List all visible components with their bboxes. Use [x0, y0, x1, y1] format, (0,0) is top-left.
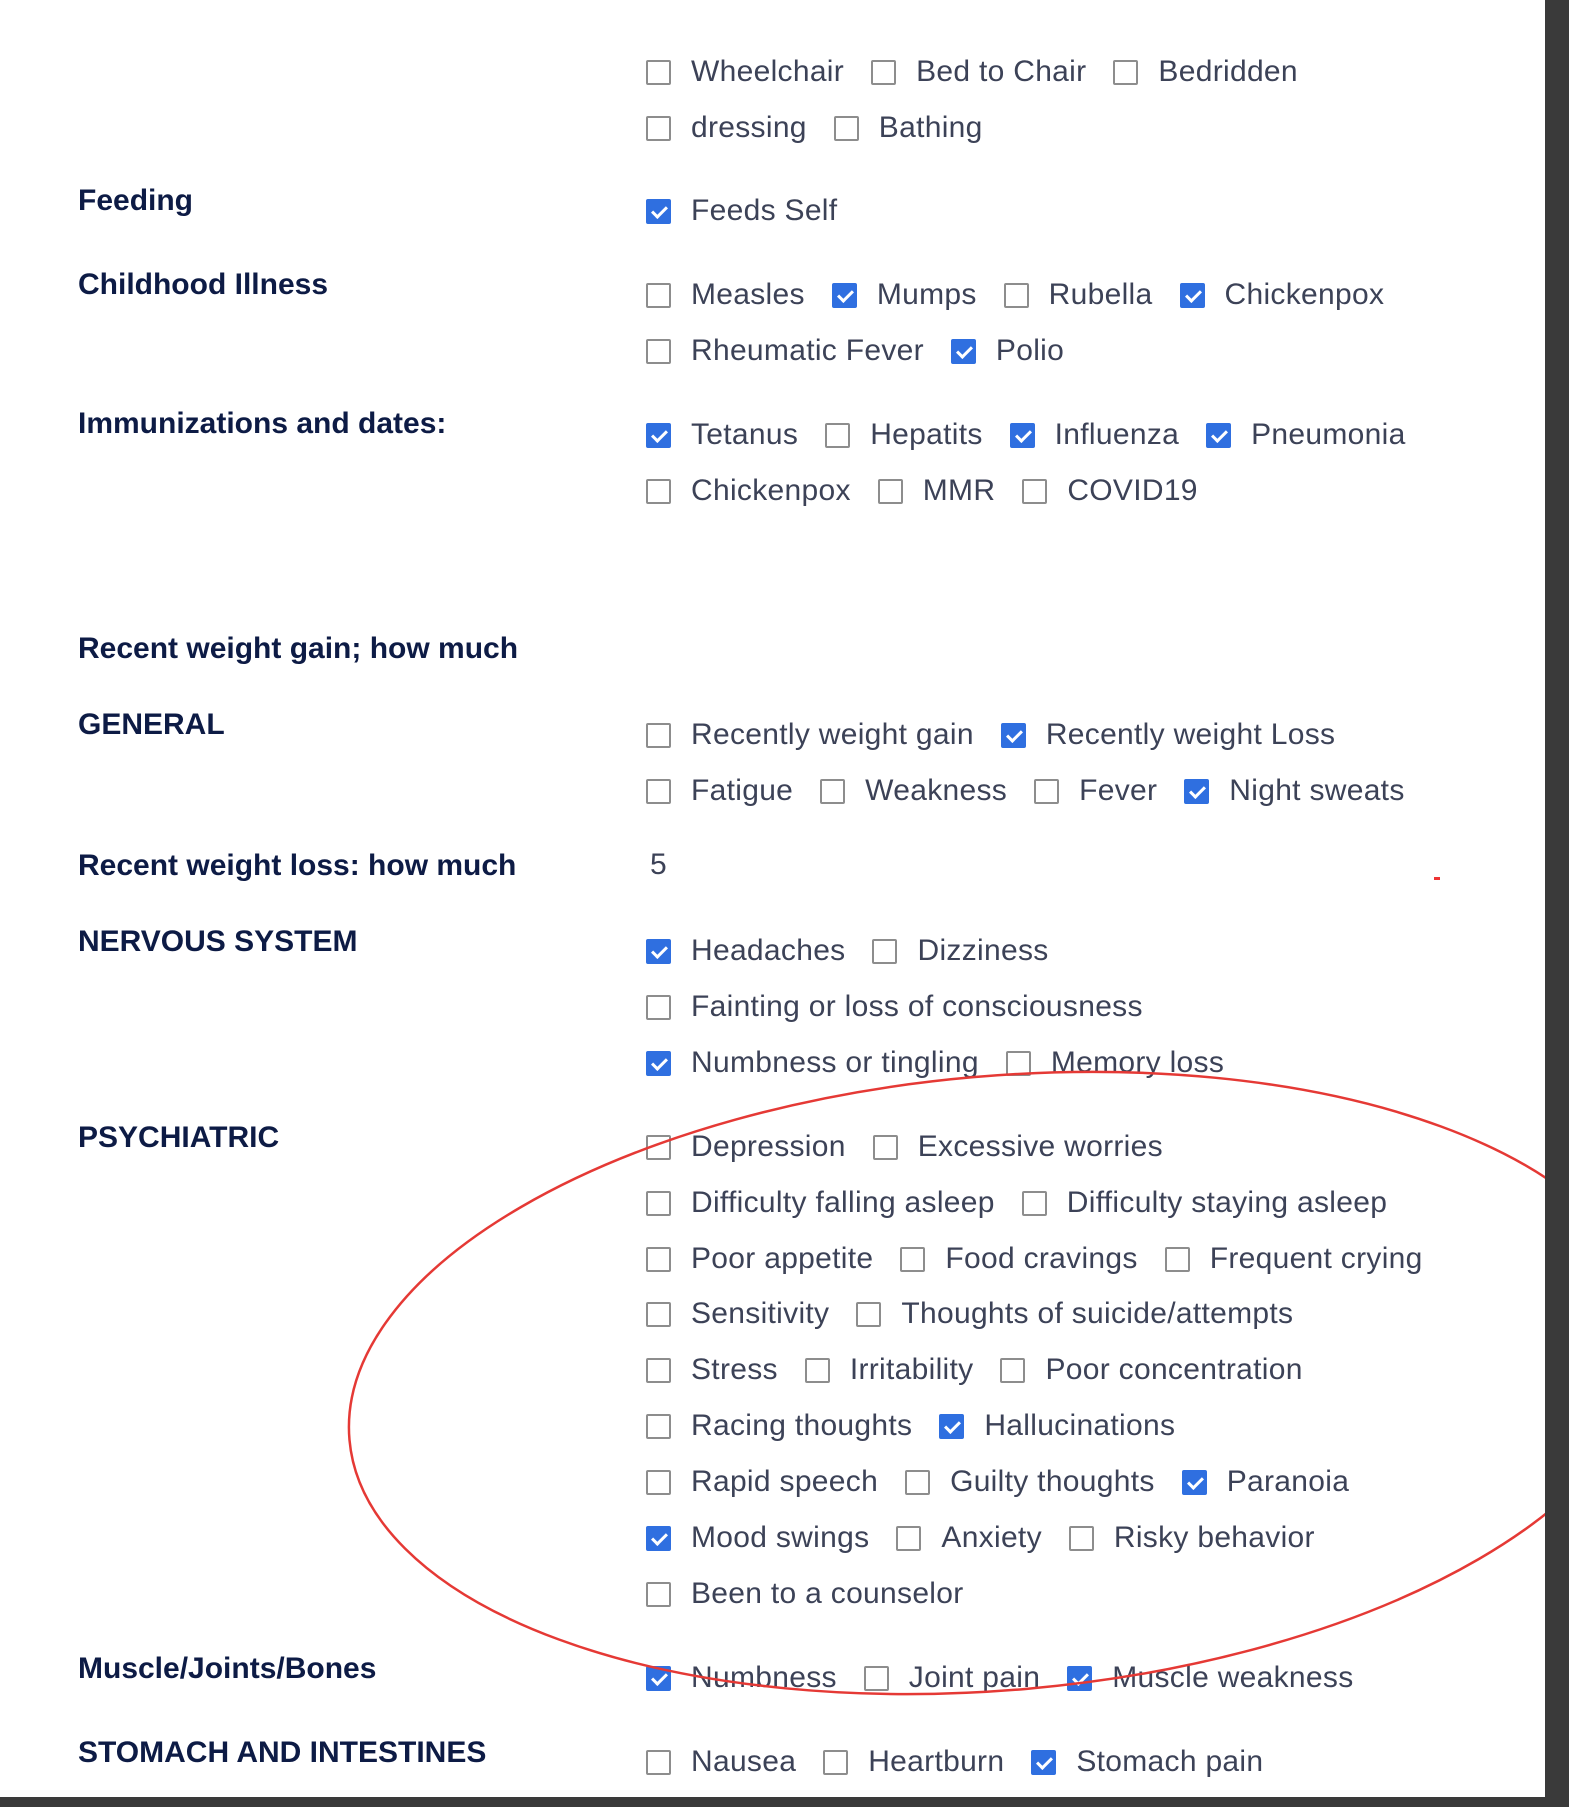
- checkbox-label: Stomach pain: [1076, 1745, 1264, 1778]
- checkbox-label: Stress: [691, 1353, 778, 1386]
- checkbox-muscle-weakness[interactable]: [1067, 1666, 1092, 1691]
- checkbox-rapid-speech[interactable]: [646, 1470, 671, 1495]
- checkbox-label: Anxiety: [941, 1521, 1042, 1554]
- option-muscle-weakness[interactable]: [1067, 1661, 1353, 1695]
- section-label-immunizations: Immunizations and dates:: [78, 407, 447, 440]
- checkbox-food-cravings[interactable]: [900, 1247, 925, 1272]
- option-depression[interactable]: [646, 1130, 846, 1164]
- option-numbness-or-tingling[interactable]: [646, 1046, 979, 1080]
- checkbox-label: Sensitivity: [691, 1297, 830, 1330]
- section-label-muscle-joints-bones: Muscle/Joints/Bones: [78, 1652, 377, 1685]
- checkbox-row: [646, 1294, 1320, 1334]
- checkbox-nausea[interactable]: [646, 1750, 671, 1775]
- checkbox-row: [646, 1574, 991, 1614]
- option-weakness[interactable]: [820, 774, 1007, 808]
- option-chickenpox[interactable]: [1180, 278, 1385, 312]
- checkbox-label: Numbness or tingling: [691, 1046, 979, 1079]
- option-mood-swings[interactable]: [646, 1521, 869, 1555]
- checkbox-label: Excessive worries: [917, 1130, 1163, 1163]
- checkbox-label: Thoughts of suicide/attempts: [901, 1297, 1294, 1330]
- option-polio[interactable]: [951, 334, 1064, 368]
- option-wheelchair[interactable]: [646, 55, 844, 89]
- checkbox-label: Poor appetite: [691, 1242, 874, 1275]
- checkbox-label: Irritability: [849, 1353, 974, 1386]
- checkbox-feeds-self[interactable]: [646, 199, 671, 224]
- checkbox-row: [646, 52, 1325, 92]
- section-label-nervous-system: NERVOUS SYSTEM: [78, 925, 358, 958]
- option-dressing[interactable]: [646, 111, 807, 145]
- checkbox-label: Racing thoughts: [691, 1409, 913, 1442]
- checkbox-poor-appetite[interactable]: [646, 1247, 671, 1272]
- checkbox-row: [646, 771, 1432, 811]
- checkbox-anxiety[interactable]: [896, 1526, 921, 1551]
- checkbox-label: Rapid speech: [691, 1465, 879, 1498]
- checkbox-polio[interactable]: [951, 339, 976, 364]
- checkbox-label: Mood swings: [691, 1521, 870, 1554]
- option-heartburn[interactable]: [823, 1745, 1004, 1779]
- option-been-to-a-counselor[interactable]: [646, 1577, 964, 1611]
- checkbox-label: Joint pain: [908, 1661, 1041, 1694]
- checkbox-fatigue[interactable]: [646, 779, 671, 804]
- checkbox-label: Food cravings: [945, 1242, 1138, 1275]
- option-food-cravings[interactable]: [900, 1242, 1137, 1276]
- option-rapid-speech[interactable]: [646, 1465, 878, 1499]
- checkbox-numbness[interactable]: [646, 1666, 671, 1691]
- checkbox-label: Nausea: [691, 1745, 797, 1778]
- checkbox-measles[interactable]: [646, 283, 671, 308]
- checkbox-hallucinations[interactable]: [939, 1414, 964, 1439]
- checkbox-label: Feeds Self: [691, 194, 838, 227]
- option-rubella[interactable]: [1004, 278, 1153, 312]
- checkbox-label: Polio: [995, 334, 1065, 367]
- checkbox-row: [646, 415, 1433, 455]
- checkbox-frequent-crying[interactable]: [1165, 1247, 1190, 1272]
- option-chickenpox[interactable]: [646, 474, 851, 508]
- option-bed-to-chair[interactable]: [871, 55, 1086, 89]
- option-tetanus[interactable]: [646, 418, 798, 452]
- checkbox-numbness-or-tingling[interactable]: [646, 1051, 671, 1076]
- option-bedridden[interactable]: [1113, 55, 1297, 89]
- checkbox-label: Rheumatic Fever: [691, 334, 924, 367]
- checkbox-bed-to-chair[interactable]: [871, 60, 896, 85]
- option-nausea[interactable]: [646, 1745, 796, 1779]
- option-sensitivity[interactable]: [646, 1297, 829, 1331]
- checkbox-influenza[interactable]: [1010, 423, 1035, 448]
- checkbox-label: Paranoia: [1226, 1465, 1350, 1498]
- option-guilty-thoughts[interactable]: [905, 1465, 1155, 1499]
- checkbox-bedridden[interactable]: [1113, 60, 1138, 85]
- checkbox-label: Heartburn: [868, 1745, 1005, 1778]
- section-label-recent-weight-loss: Recent weight loss: how much: [78, 849, 517, 882]
- checkbox-excessive-worries[interactable]: [873, 1135, 898, 1160]
- checkbox-label: Difficulty staying asleep: [1066, 1186, 1388, 1219]
- checkbox-memory-loss[interactable]: [1006, 1051, 1031, 1076]
- checkbox-label: Rubella: [1048, 278, 1153, 311]
- checkbox-label: Night sweats: [1229, 774, 1405, 807]
- checkbox-label: dressing: [691, 111, 807, 144]
- checkbox-label: COVID19: [1067, 474, 1198, 507]
- checkbox-stress[interactable]: [646, 1358, 671, 1383]
- checkbox-recently-weight-gain[interactable]: [646, 723, 671, 748]
- checkbox-fever[interactable]: [1034, 779, 1059, 804]
- checkbox-label: Recently weight Loss: [1045, 718, 1336, 751]
- checkbox-tetanus[interactable]: [646, 423, 671, 448]
- option-rheumatic-fever[interactable]: [646, 334, 924, 368]
- checkbox-fainting-or-loss-of-consciousness[interactable]: [646, 995, 671, 1020]
- option-joint-pain[interactable]: [864, 1661, 1040, 1695]
- checkbox-label: Been to a counselor: [691, 1577, 964, 1610]
- checkbox-chickenpox[interactable]: [646, 479, 671, 504]
- option-influenza[interactable]: [1010, 418, 1179, 452]
- checkbox-row: [646, 1406, 1202, 1446]
- option-dizziness[interactable]: [872, 934, 1048, 968]
- option-thoughts-of-suicide-attempts[interactable]: [856, 1297, 1293, 1331]
- checkbox-mmr[interactable]: [878, 479, 903, 504]
- checkbox-dizziness[interactable]: [872, 939, 897, 964]
- checkbox-row: [646, 471, 1225, 511]
- option-difficulty-falling-asleep[interactable]: [646, 1186, 995, 1220]
- option-numbness[interactable]: [646, 1661, 837, 1695]
- checkbox-label: Poor concentration: [1045, 1353, 1303, 1386]
- checkbox-sensitivity[interactable]: [646, 1302, 671, 1327]
- section-label-childhood-illness: Childhood Illness: [78, 268, 329, 301]
- checkbox-been-to-a-counselor[interactable]: [646, 1582, 671, 1607]
- checkbox-label: Muscle weakness: [1112, 1661, 1354, 1694]
- checkbox-irritability[interactable]: [805, 1358, 830, 1383]
- checkbox-row: [646, 1350, 1330, 1390]
- checkbox-label: Memory loss: [1050, 1046, 1225, 1079]
- checkbox-label: Weakness: [865, 774, 1008, 807]
- checkbox-row: [646, 715, 1362, 755]
- checkbox-row: [646, 331, 1091, 371]
- checkbox-row: [646, 987, 1170, 1027]
- checkbox-paranoia[interactable]: [1182, 1470, 1207, 1495]
- checkbox-row: [646, 108, 1010, 148]
- checkbox-chickenpox[interactable]: [1180, 283, 1205, 308]
- checkbox-label: Risky behavior: [1113, 1521, 1315, 1554]
- window-edge-right: [1545, 0, 1569, 1807]
- option-measles[interactable]: [646, 278, 805, 312]
- checkbox-row: [646, 275, 1411, 315]
- checkbox-guilty-thoughts[interactable]: [905, 1470, 930, 1495]
- checkbox-joint-pain[interactable]: [864, 1666, 889, 1691]
- checkbox-heartburn[interactable]: [823, 1750, 848, 1775]
- section-label-psychiatric: PSYCHIATRIC: [78, 1121, 280, 1154]
- checkbox-depression[interactable]: [646, 1135, 671, 1160]
- checkbox-mood-swings[interactable]: [646, 1526, 671, 1551]
- checkbox-dressing[interactable]: [646, 116, 671, 141]
- checkbox-label: Chickenpox: [1224, 278, 1385, 311]
- checkbox-label: Influenza: [1054, 418, 1180, 451]
- checkbox-rubella[interactable]: [1004, 283, 1029, 308]
- checkbox-row: [646, 931, 1076, 971]
- checkbox-row: [646, 1043, 1251, 1083]
- window-edge-bottom: [0, 1797, 1569, 1807]
- weight-loss-value: 5: [650, 848, 667, 881]
- checkbox-label: Mumps: [876, 278, 977, 311]
- option-fainting-or-loss-of-consciousness[interactable]: [646, 990, 1143, 1024]
- checkbox-label: Tetanus: [691, 418, 799, 451]
- checkbox-pneumonia[interactable]: [1206, 423, 1231, 448]
- option-paranoia[interactable]: [1182, 1465, 1350, 1499]
- checkbox-row: [646, 1658, 1381, 1698]
- checkbox-row: [646, 1462, 1376, 1502]
- checkbox-row: [646, 1742, 1290, 1782]
- checkbox-label: Chickenpox: [691, 474, 851, 507]
- checkbox-label: Recently weight gain: [691, 718, 974, 751]
- checkbox-label: Guilty thoughts: [950, 1465, 1155, 1498]
- checkbox-label: Measles: [691, 278, 805, 311]
- checkbox-label: Fever: [1079, 774, 1158, 807]
- checkbox-difficulty-staying-asleep[interactable]: [1022, 1191, 1047, 1216]
- section-label-general: GENERAL: [78, 708, 225, 741]
- red-mark: [1434, 877, 1440, 880]
- checkbox-label: MMR: [922, 474, 996, 507]
- section-label-recent-weight-gain: Recent weight gain; how much: [78, 632, 519, 665]
- option-poor-concentration[interactable]: [1000, 1353, 1302, 1387]
- option-fever[interactable]: [1034, 774, 1157, 808]
- option-recently-weight-loss[interactable]: [1001, 718, 1335, 752]
- checkbox-thoughts-of-suicide-attempts[interactable]: [856, 1302, 881, 1327]
- checkbox-row: [646, 1183, 1414, 1223]
- option-stomach-pain[interactable]: [1031, 1745, 1263, 1779]
- section-label-feeding: Feeding: [78, 184, 194, 217]
- checkbox-label: Headaches: [691, 934, 846, 967]
- checkbox-label: Depression: [691, 1130, 846, 1163]
- option-mumps[interactable]: [832, 278, 977, 312]
- option-hallucinations[interactable]: [939, 1409, 1175, 1443]
- checkbox-row: [646, 191, 864, 231]
- checkbox-poor-concentration[interactable]: [1000, 1358, 1025, 1383]
- checkbox-racing-thoughts[interactable]: [646, 1414, 671, 1439]
- option-pneumonia[interactable]: [1206, 418, 1405, 452]
- checkbox-rheumatic-fever[interactable]: [646, 339, 671, 364]
- checkbox-row: [646, 1239, 1450, 1279]
- option-mmr[interactable]: [878, 474, 996, 508]
- checkbox-label: Bedridden: [1158, 55, 1298, 88]
- option-night-sweats[interactable]: [1184, 774, 1404, 808]
- checkbox-label: Wheelchair: [691, 55, 845, 88]
- option-hepatits[interactable]: [825, 418, 982, 452]
- checkbox-label: Frequent crying: [1209, 1242, 1423, 1275]
- checkbox-hepatits[interactable]: [825, 423, 850, 448]
- checkbox-label: Fatigue: [691, 774, 794, 807]
- checkbox-stomach-pain[interactable]: [1031, 1750, 1056, 1775]
- checkbox-label: Bathing: [878, 111, 983, 144]
- checkbox-risky-behavior[interactable]: [1069, 1526, 1094, 1551]
- option-irritability[interactable]: [805, 1353, 974, 1387]
- checkbox-recently-weight-loss[interactable]: [1001, 723, 1026, 748]
- checkbox-label: Hallucinations: [984, 1409, 1176, 1442]
- checkbox-label: Difficulty falling asleep: [691, 1186, 995, 1219]
- option-excessive-worries[interactable]: [873, 1130, 1163, 1164]
- option-feeds-self[interactable]: [646, 194, 837, 228]
- option-memory-loss[interactable]: [1006, 1046, 1224, 1080]
- option-bathing[interactable]: [834, 111, 983, 145]
- option-recently-weight-gain[interactable]: [646, 718, 974, 752]
- section-label-stomach-intestines: STOMACH AND INTESTINES: [78, 1736, 487, 1769]
- checkbox-weakness[interactable]: [820, 779, 845, 804]
- checkbox-headaches[interactable]: [646, 939, 671, 964]
- option-fatigue[interactable]: [646, 774, 793, 808]
- checkbox-label: Dizziness: [917, 934, 1049, 967]
- checkbox-label: Fainting or loss of consciousness: [691, 990, 1143, 1023]
- checkbox-bathing[interactable]: [834, 116, 859, 141]
- checkbox-row: [646, 1127, 1190, 1167]
- option-poor-appetite[interactable]: [646, 1242, 873, 1276]
- checkbox-difficulty-falling-asleep[interactable]: [646, 1191, 671, 1216]
- checkbox-label: Pneumonia: [1251, 418, 1406, 451]
- checkbox-label: Bed to Chair: [916, 55, 1087, 88]
- checkbox-wheelchair[interactable]: [646, 60, 671, 85]
- option-covid19[interactable]: [1022, 474, 1197, 508]
- checkbox-mumps[interactable]: [832, 283, 857, 308]
- option-difficulty-staying-asleep[interactable]: [1022, 1186, 1387, 1220]
- option-headaches[interactable]: [646, 934, 845, 968]
- option-stress[interactable]: [646, 1353, 778, 1387]
- option-anxiety[interactable]: [896, 1521, 1041, 1555]
- option-racing-thoughts[interactable]: [646, 1409, 912, 1443]
- option-frequent-crying[interactable]: [1165, 1242, 1423, 1276]
- checkbox-row: [646, 1518, 1342, 1558]
- checkbox-label: Hepatits: [870, 418, 983, 451]
- checkbox-night-sweats[interactable]: [1184, 779, 1209, 804]
- checkbox-label: Numbness: [691, 1661, 837, 1694]
- checkbox-covid19[interactable]: [1022, 479, 1047, 504]
- option-risky-behavior[interactable]: [1069, 1521, 1315, 1555]
